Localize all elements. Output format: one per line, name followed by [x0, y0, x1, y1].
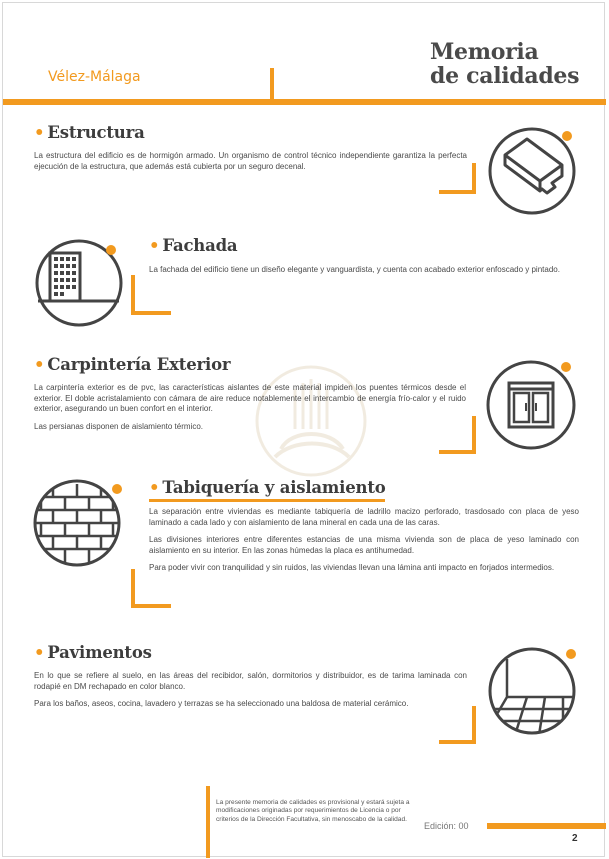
corner-accent-v	[131, 275, 135, 315]
bullet-dot: •	[34, 643, 45, 662]
building-icon	[33, 237, 129, 329]
paragraph: La fachada del edificio tiene un diseño elegante y vanguardista, y cuenta con acabado exterior enfoscado y pintado.	[149, 265, 560, 274]
edition-label: Edición: 00	[424, 821, 469, 831]
corner-accent-v	[472, 416, 476, 454]
title-underline	[149, 499, 385, 502]
section-title-text: Estructura	[47, 123, 145, 142]
section-body-estructura	[34, 151, 467, 172]
header-vertical-accent	[270, 68, 274, 102]
corner-accent-h	[131, 311, 171, 315]
brick-wall-icon	[31, 475, 127, 569]
paragraph: En lo que se refiere al suelo, en las áreas del recibidor, salón, dormitorios y distribuidor, es de tarima laminada con rodapié en DM rechapado en color blanco.	[34, 671, 467, 691]
paragraph: La separación entre viviendas es mediante tabiquería de ladrillo macizo perforado, trasdosado con placa de yeso laminado a cada lado y con aislamiento de lana mineral en cada una de las caras.	[149, 507, 579, 527]
corner-accent-h	[131, 604, 171, 608]
corner-accent-v	[131, 569, 135, 608]
section-title-text: Tabiquería y aislamiento	[162, 478, 386, 497]
page-title-line-2: de calidades	[430, 63, 580, 89]
section-title-text: Fachada	[162, 236, 238, 255]
corner-accent-v	[472, 706, 476, 744]
document-page	[2, 2, 605, 857]
corner-accent-h	[439, 190, 476, 194]
bullet-dot: •	[34, 355, 45, 374]
paragraph: La estructura del edificio es de hormigón armado. Un organismo de control técnico independiente garantiza la perfecta ejecución de la estructura, que además está cubierta por un seguro decenal.	[34, 151, 467, 171]
floor-tiles-icon	[487, 639, 579, 735]
section-body-pavimentos	[34, 671, 467, 710]
section-title-pavimentos	[34, 643, 152, 662]
section-title-text: Pavimentos	[47, 643, 152, 662]
section-title-tabiqueria	[149, 478, 386, 497]
footer-vertical-rule	[206, 786, 210, 858]
paragraph: Las persianas disponen de aislamiento térmico.	[34, 421, 203, 431]
paragraph: Para los baños, aseos, cocina, lavadero y terrazas se ha seleccionado una baldosa de material cerámico.	[34, 699, 409, 708]
section-body-carpinteria	[34, 383, 466, 432]
paragraph: Las divisiones interiores entre diferentes estancias de una misma vivienda son de placa de yeso laminado con aislamiento en su interior. En las zonas húmedas la placa es antihumedad.	[149, 535, 579, 555]
header-rule	[3, 99, 606, 105]
section-title-carpinteria	[34, 355, 230, 374]
page-title	[430, 40, 579, 88]
bullet-dot: •	[149, 478, 160, 497]
corner-accent-h	[439, 740, 476, 744]
footer-disclaimer: La presente memoria de calidades es provisional y estará sujeta a modificaciones originadas por requerimientos de Licencia o por criterios de la Dirección Facultativa, sin menoscabo de la calidad.	[216, 799, 410, 823]
page-number: 2	[572, 833, 578, 844]
bullet-dot: •	[34, 123, 45, 142]
paragraph: La carpintería exterior es de pvc, las características aislantes de este material impiden los puentes térmicos desde el exterior. El doble acristalamiento con cámara de aire reduce notablemente el intercambio de energía frío-calor y el ruido exterior, asegurando un buen confort en el interior.	[34, 383, 466, 413]
paragraph: Para poder vivir con tranquilidad y sin ruidos, las viviendas llevan una lámina anti impacto en forjados intermedios.	[149, 563, 555, 572]
page-title-line-1: Memoria	[430, 39, 539, 65]
section-title-text: Carpintería Exterior	[47, 355, 231, 374]
corner-accent-h	[439, 450, 476, 454]
concrete-beam-icon	[487, 121, 577, 217]
section-title-fachada	[149, 236, 237, 255]
footer-rule	[487, 823, 606, 829]
window-icon	[485, 355, 577, 451]
city-label: Vélez-Málaga	[48, 69, 141, 85]
section-title-estructura	[34, 123, 145, 142]
section-body-tabiqueria	[149, 507, 579, 574]
section-body-fachada	[149, 265, 579, 276]
bullet-dot: •	[149, 236, 160, 255]
